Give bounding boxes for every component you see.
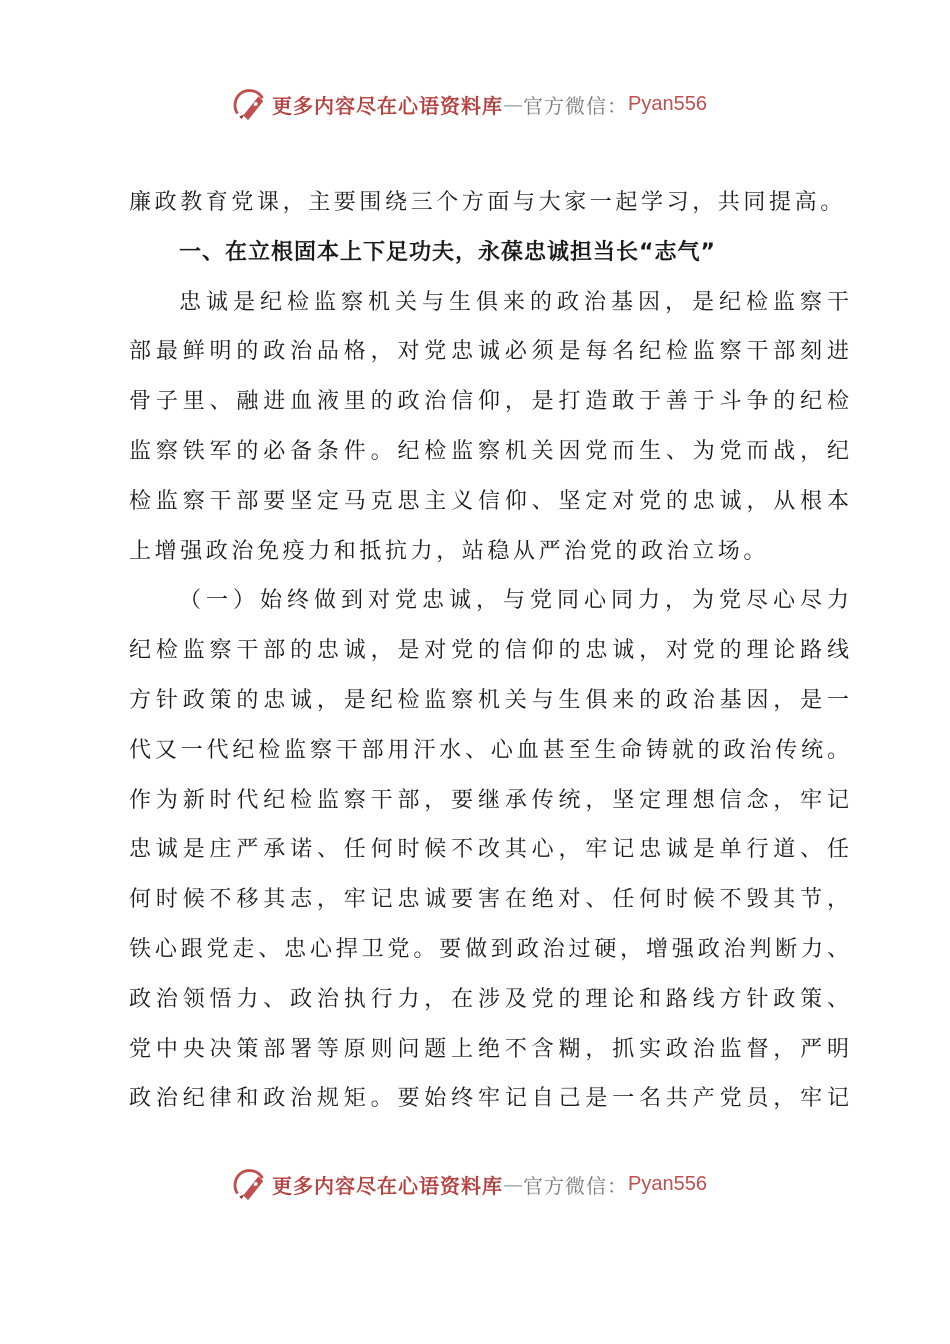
paragraph-line: 党中央决策部署等原则问题上绝不含糊，抓实政治监督，严明 (129, 1036, 849, 1062)
paragraph-line: 廉政教育党课，主要围绕三个方面与大家一起学习，共同提高。 (129, 190, 846, 215)
banner-wechat-id: Pyan556 (628, 1172, 707, 1195)
document-body (129, 178, 849, 1124)
paragraph-line: 上增强政治免疫力和抵抗力，站稳从严治党的政治立场。 (129, 538, 770, 564)
paragraph-line: 铁心跟党走、忠心捍卫党。要做到政治过硬，增强政治判断力、 (129, 936, 849, 962)
pen-nib-logo-icon (230, 1165, 268, 1203)
banner-wechat-id: Pyan556 (628, 92, 707, 115)
banner-slogan: 更多内容尽在心语资料库 (272, 1173, 503, 1198)
header-banner (230, 84, 730, 124)
subsection-heading: （一）始终做到对党忠诚，与党同心同力，为党尽心尽力 (179, 588, 849, 614)
banner-wechat-label: 官方微信： (523, 1173, 628, 1198)
paragraph-line: 忠诚是庄严承诺、任何时候不改其心，牢记忠诚是单行道、任 (129, 837, 849, 863)
paragraph-line: 监察铁军的必备条件。纪检监察机关因党而生、为党而战，纪 (129, 438, 849, 464)
paragraph-line: 部最鲜明的政治品格，对党忠诚必须是每名纪检监察干部刻进 (129, 339, 849, 365)
paragraph-line: 忠诚是纪检监察机关与生俱来的政治基因，是纪检监察干 (179, 289, 849, 315)
banner-separator: — (503, 1172, 523, 1196)
pen-nib-logo-icon (230, 85, 268, 123)
footer-banner (230, 1164, 730, 1204)
paragraph-line: 纪检监察干部的忠诚，是对党的信仰的忠诚，对党的理论路线 (129, 638, 849, 664)
paragraph-line: 方针政策的忠诚，是纪检监察机关与生俱来的政治基因，是一 (129, 687, 849, 713)
section-heading: 一、在立根固本上下足功夫，永葆忠诚担当长“志气” (179, 239, 716, 265)
paragraph-line: 政治领悟力、政治执行力，在涉及党的理论和路线方针政策、 (129, 986, 849, 1012)
paragraph-line: 代又一代纪检监察干部用汗水、心血甚至生命铸就的政治传统。 (129, 737, 849, 763)
paragraph-line: 检监察干部要坚定马克思主义信仰、坚定对党的忠诚，从根本 (129, 488, 849, 514)
paragraph-line: 政治纪律和政治规矩。要始终牢记自己是一名共产党员，牢记 (129, 1086, 849, 1112)
banner-slogan: 更多内容尽在心语资料库 (272, 93, 503, 118)
paragraph-line: 何时候不移其志，牢记忠诚要害在绝对、任何时候不毁其节， (129, 887, 849, 913)
banner-separator: — (503, 92, 523, 116)
banner-wechat-label: 官方微信： (523, 93, 628, 118)
paragraph-line: 作为新时代纪检监察干部，要继承传统，坚定理想信念，牢记 (129, 787, 849, 813)
paragraph-line: 骨子里、融进血液里的政治信仰，是打造敢于善于斗争的纪检 (129, 389, 849, 415)
